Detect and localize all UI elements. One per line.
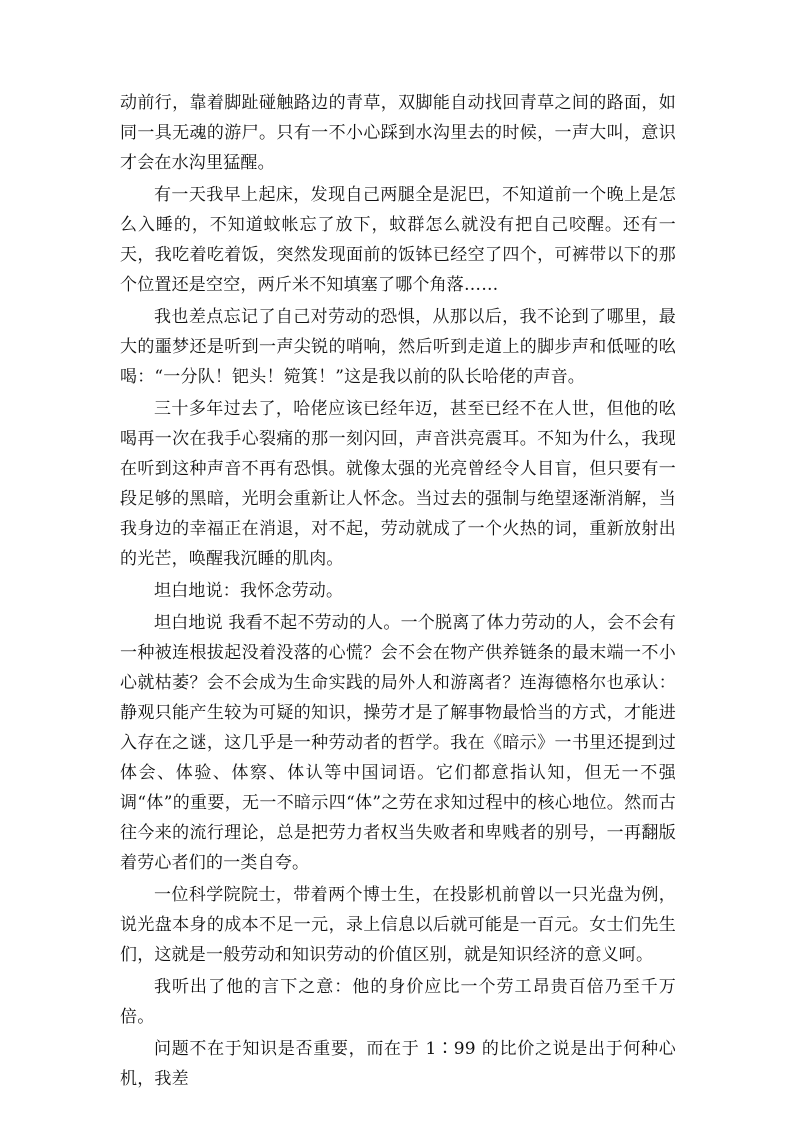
paragraph: 坦白地说：我怀念劳动。 [154,581,344,601]
paragraph: 有一天我早上起床，发现自己两腿全是泥巴，不知道前一个晚上是怎么入睡的，不知道蚊帐忘了放下，蚊群怎么就没有把自己咬醒。还有一天，我吃着吃着饭，突然发现面前的饭钵已经空了四个，可裤带以下的那个位置还是空空，两斤米不知填塞了哪个角落…… [120,185,676,295]
paragraph-continuation: 动前行，靠着脚趾碰触路边的青草，双脚能自动找回青草之间的路面，如同一具无魂的游尸。只有一不小心踩到水沟里去的时候，一声大叫，意识才会在水沟里猛醒。 [120,93,676,173]
paragraph: 我也差点忘记了自己对劳动的恐惧，从那以后，我不论到了哪里，最大的噩梦还是听到一声尖锐的哨响，然后听到走道上的脚步声和低哑的吆喝：“一分队！钯头！箢箕！”这是我以前的队长哈佬的声音。 [120,307,676,387]
document-page [120,88,676,1094]
paragraph: 我听出了他的言下之意：他的身价应比一个劳工昂贵百倍乃至千万倍。 [120,977,676,1027]
paragraph: 问题不在于知识是否重要，而在于 1∶99 的比价之说是出于何种心机，我差 [120,1039,676,1089]
paragraph: 坦白地说 我看不起不劳动的人。一个脱离了体力劳动的人，会不会有一种被连根拔起没着没落的心慌？会不会在物产供养链条的最末端一不小心就枯萎？会不会成为生命实践的局外人和游离者？连海德格尔也承认：静观只能产生较为可疑的知识，操劳才是了解事物最恰当的方式，才能进入存在之谜，这几乎是一种劳动者的哲学。我在《暗示》一书里还提到过体会、体验、体察、体认等中国词语。它们都意指认知，但无一不强调“体”的重要，无一不暗示四“体”之劳在求知过程中的核心地位。然而古往今来的流行理论，总是把劳力者权当失败者和卑贱者的别号，一再翻版着劳心者们的一类自夸。 [120,613,676,873]
paragraph: 一位科学院院士，带着两个博士生，在投影机前曾以一只光盘为例，说光盘本身的成本不足一元，录上信息以后就可能是一百元。女士们先生们，这就是一般劳动和知识劳动的价值区别，就是知识经济的意义呵。 [120,885,676,965]
paragraph: 三十多年过去了，哈佬应该已经年迈，甚至已经不在人世，但他的吆喝再一次在我手心裂痛的那一刻闪回，声音洪亮震耳。不知为什么，我现在听到这种声音不再有恐惧。就像太强的光亮曾经令人目盲，但只要有一段足够的黑暗，光明会重新让人怀念。当过去的强制与绝望逐渐消解，当我身边的幸福正在消退，对不起，劳动就成了一个火热的词，重新放射出的光芒，唤醒我沉睡的肌肉。 [120,399,676,569]
